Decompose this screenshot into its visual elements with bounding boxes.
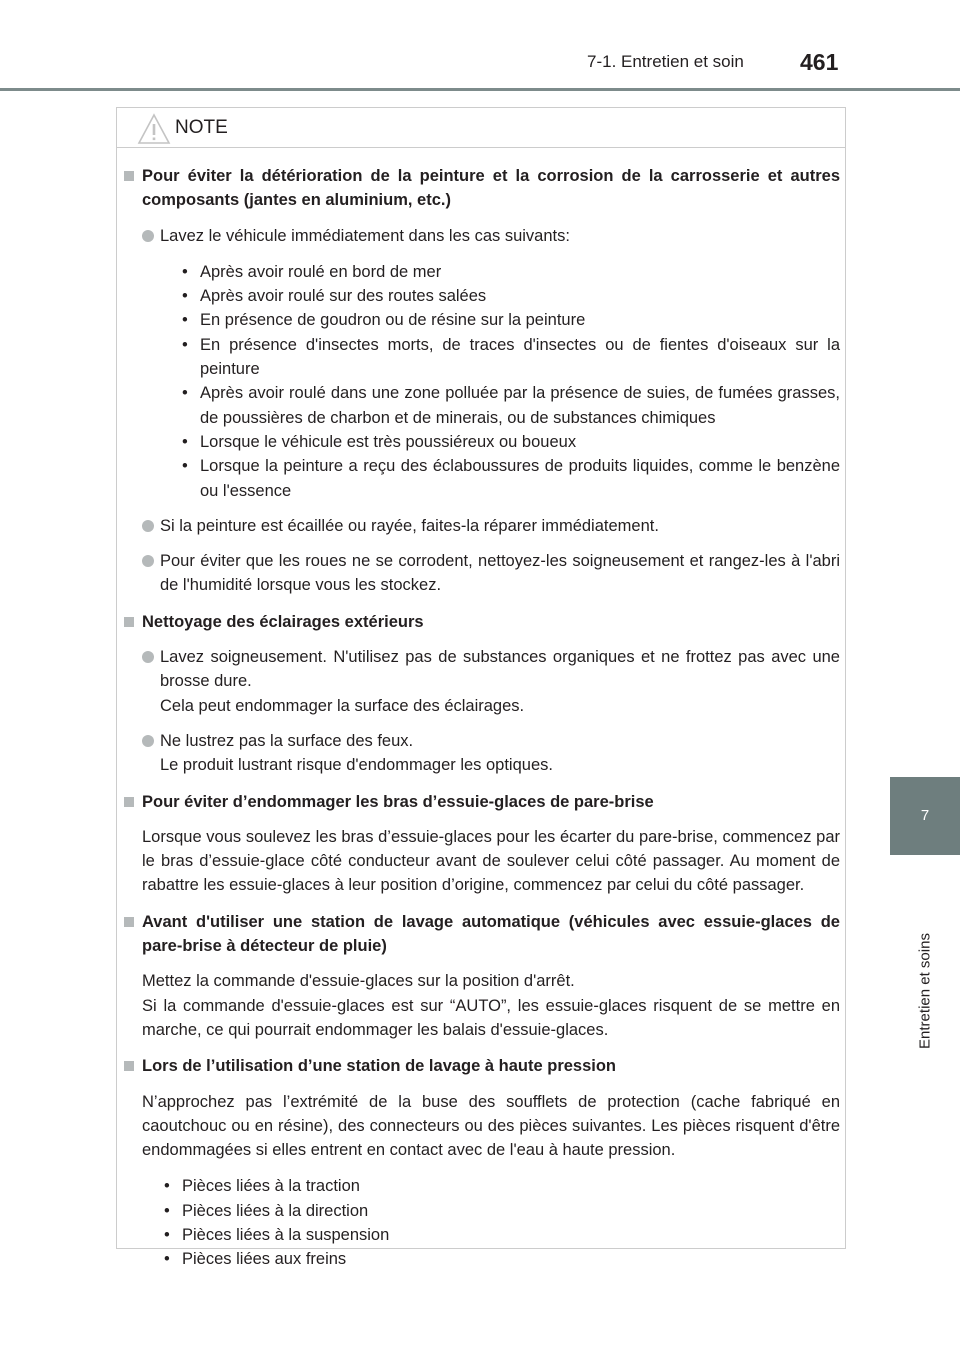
bullet-item: • Après avoir roulé en bord de mer — [182, 260, 840, 284]
section-paragraph: Lorsque vous soulevez les bras d’essuie-glaces pour les écarter du pare-brise, commencez par le bras d’essuie-glace côté conducteur avant de soulever celui côté passager. Au moment de rabattre les essuie-glaces à leur position d’origine, commencez par celui du côté passager. — [142, 827, 840, 895]
item-text: Lavez le véhicule immédiatement dans les cas suivants: — [160, 226, 570, 245]
circle-bullet-icon — [142, 230, 154, 242]
note-section — [124, 610, 840, 778]
circle-bullet-icon — [142, 555, 154, 567]
circle-bullet-icon — [142, 651, 154, 663]
bullet-item: • Pièces liées aux freins — [164, 1247, 840, 1271]
bullet-item: • Pièces liées à la direction — [164, 1199, 840, 1223]
note-section — [124, 790, 840, 898]
bullet-item: • Pièces liées à la suspension — [164, 1223, 840, 1247]
bullet-item: • Pièces liées à la traction — [164, 1174, 840, 1198]
header-divider — [0, 88, 960, 91]
item-text: Ne lustrez pas la surface des feux. — [160, 731, 414, 750]
section-square-icon — [124, 617, 134, 627]
item-text: Lavez soigneusement. N'utilisez pas de substances organiques et ne frottez pas avec une brosse dure. — [160, 648, 840, 691]
chapter-side-strip — [890, 856, 960, 1126]
section-square-icon — [124, 797, 134, 807]
section-title: Pour éviter la détérioration de la peinture et la corrosion de la carrosserie et autres composants (jantes en aluminium, etc.) — [142, 167, 840, 210]
bullet-list — [142, 1174, 840, 1271]
bullet-item: • En présence de goudron ou de résine sur la peinture — [182, 308, 840, 332]
bullet-item: • Après avoir roulé dans une zone polluée par la présence de suies, de fumées grasses, de poussières de charbon et de minerais, ou de substances chimiques — [182, 381, 840, 430]
chapter-title: Entretien et soins — [916, 933, 934, 1049]
section-paragraph: N’approchez pas l’extrémité de la buse des soufflets de protection (cache fabriqué en caoutchouc ou en résine), des connecteurs ou des pièces suivantes. Les pièces risquent d'être endommagées si elles entrent en contact avec de l'eau à haute pression. — [142, 1092, 840, 1160]
circle-bullet-icon — [142, 520, 154, 532]
note-section — [124, 1054, 840, 1271]
bullet-item: • En présence d'insectes morts, de traces d'insectes ou de fientes d'oiseaux sur la peinture — [182, 333, 840, 382]
circle-bullet-icon — [142, 735, 154, 747]
bullet-item: • Lorsque la peinture a reçu des éclaboussures de produits liquides, comme le benzène ou l'essence — [182, 454, 840, 503]
section-square-icon — [124, 917, 134, 927]
item-text-secondary: Le produit lustrant risque d'endommager les optiques. — [160, 756, 553, 775]
bullet-item: • Après avoir roulé sur des routes salées — [182, 284, 840, 308]
note-section — [124, 164, 840, 598]
header-section-title: 7-1. Entretien et soin — [587, 52, 744, 71]
section-title: Avant d'utiliser une station de lavage automatique (véhicules avec essuie-glaces de pare-brise à détecteur de pluie) — [142, 912, 840, 956]
chapter-tab: 7 — [890, 777, 960, 855]
list-item — [142, 645, 840, 718]
paragraph-line: Mettez la commande d'essuie-glaces sur la position d'arrêt. — [142, 972, 575, 991]
section-square-icon — [124, 1061, 134, 1071]
section-title: Lors de l’utilisation d’une station de lavage à haute pression — [142, 1057, 617, 1076]
section-square-icon — [124, 171, 134, 181]
note-section — [124, 910, 840, 1042]
list-item — [142, 224, 840, 503]
warning-triangle-icon — [137, 113, 171, 145]
item-text: Si la peinture est écaillée ou rayée, faites-la réparer immédiatement. — [160, 516, 659, 535]
item-text-secondary: Cela peut endommager la surface des éclairages. — [160, 696, 525, 715]
list-item — [142, 729, 840, 778]
list-item — [142, 514, 840, 538]
section-title: Pour éviter d’endommager les bras d’essuie-glaces de pare-brise — [142, 792, 654, 811]
note-title: NOTE — [175, 117, 228, 138]
bullet-list — [160, 260, 840, 503]
page-number: 461 — [800, 49, 839, 75]
item-text: Pour éviter que les roues ne se corrodent, nettoyez-les soigneusement et rangez-les à l'abri de l'humidité lorsque vous les stockez. — [160, 552, 840, 595]
list-item — [142, 549, 840, 598]
paragraph-line: Si la commande d'essuie-glaces est sur “AUTO”, les essuie-glaces risquent de se mettre en marche, ce qui pourrait endommager les balais d'essuie-glaces. — [142, 996, 840, 1039]
note-header — [117, 108, 845, 148]
section-paragraph — [142, 969, 840, 1042]
bullet-item: • Lorsque le véhicule est très poussiéreux ou boueux — [182, 430, 840, 454]
section-title: Nettoyage des éclairages extérieurs — [142, 612, 424, 631]
note-content — [124, 164, 840, 1284]
